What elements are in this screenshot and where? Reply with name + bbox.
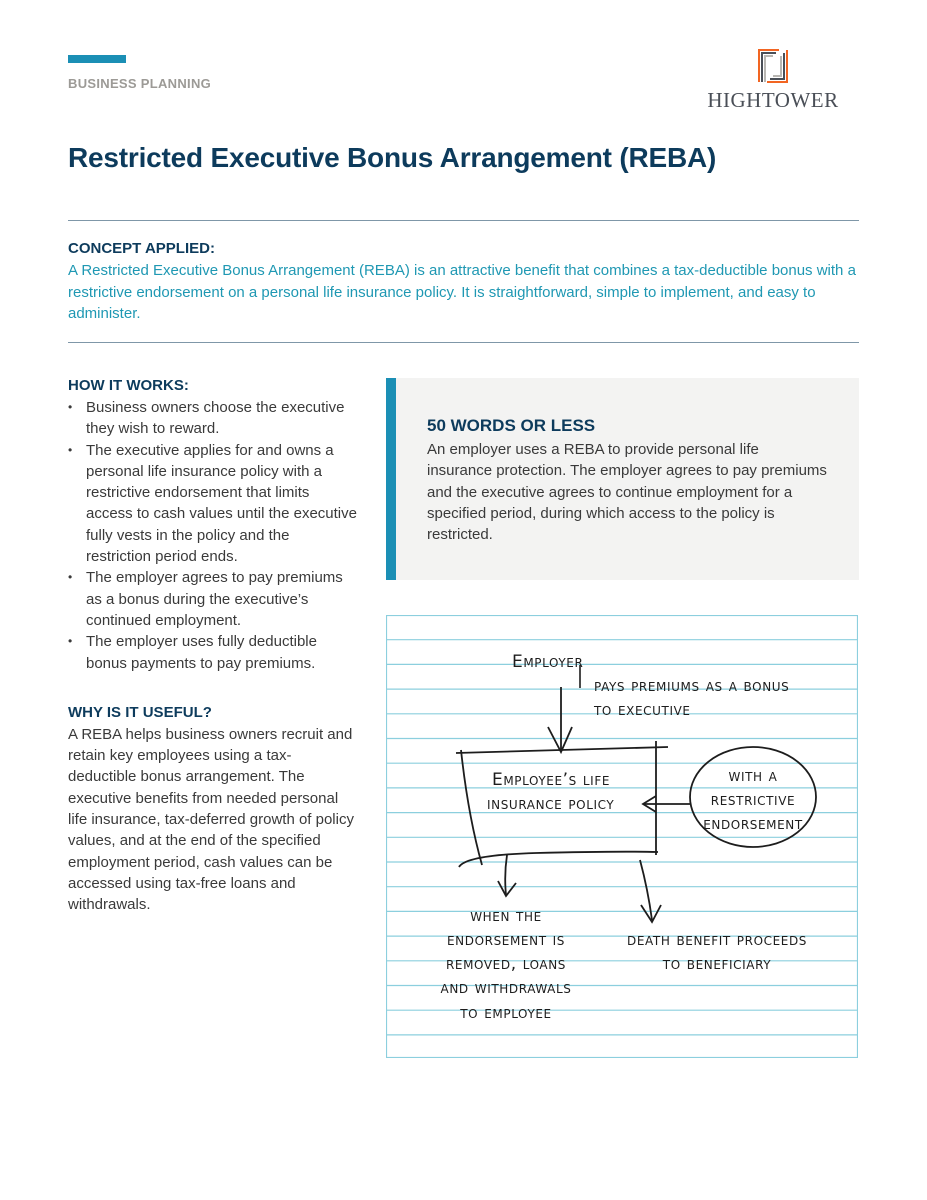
diagram-outcome-right-line: death benefit proceeds bbox=[626, 930, 808, 950]
hightower-logo bbox=[700, 48, 846, 114]
callout-heading: 50 WORDS OR LESS bbox=[427, 416, 596, 435]
divider-top bbox=[68, 220, 859, 221]
list-item: • Business owners choose the executive they wish to reward. bbox=[68, 397, 358, 440]
policy-box-bottom bbox=[459, 852, 658, 867]
diagram-policy-line1: Employee’s life bbox=[492, 770, 611, 790]
list-item: • The employer agrees to pay premiums as a bonus during the executive’s continued employment. bbox=[68, 567, 358, 631]
list-item: • The executive applies for and owns a personal life insurance policy with a restrictive endorsement that limits access to cash values until the executive fully vests in the policy and the restriction period ends. bbox=[68, 440, 358, 568]
concept-body: A Restricted Executive Bonus Arrangement (REBA) is an attractive benefit that combines a tax-deductible bonus with a restrictive endorsement on a personal life insurance policy. It is straightforward, simple to implement, and easy to administer. bbox=[68, 262, 856, 322]
diagram-outcome-right-line: to beneficiary bbox=[662, 954, 772, 974]
accent-bar bbox=[68, 55, 126, 63]
handwritten-diagram bbox=[386, 615, 858, 1058]
diagram-outcome-left-line: to employee bbox=[460, 1003, 552, 1023]
concept-heading: CONCEPT APPLIED: bbox=[68, 240, 215, 257]
left-column bbox=[68, 376, 358, 916]
arrow-head-icon bbox=[498, 881, 516, 896]
section-label: BUSINESS PLANNING bbox=[68, 76, 212, 91]
why-useful-body: A REBA helps business owners recruit and retain key employees using a tax-deductible bonus arrangement. The executive benefits from needed personal life insurance, tax-deferred growth of policy values, and at the end of the specified employment period, cash values can be accessed using tax-free loans and withdrawals. bbox=[68, 725, 354, 914]
diagram-endorsement-line1: with a bbox=[728, 766, 778, 786]
callout-body: An employer uses a REBA to provide personal life insurance protection. The employer agrees to pay premiums and the executive agrees to continue employment for a specified period, during which access to the policy is restricted. bbox=[427, 441, 827, 544]
diagram-outcome-left-line: endorsement is bbox=[447, 930, 565, 950]
diagram-endorsement-line2: restrictive bbox=[710, 790, 796, 810]
list-item: • The employer uses fully deductible bonus payments to pay premiums. bbox=[68, 631, 358, 674]
why-useful-heading: WHY IS IT USEFUL? bbox=[68, 703, 212, 721]
arrow-down-left-icon bbox=[505, 855, 507, 895]
divider-bottom bbox=[68, 342, 859, 343]
arrow-head-icon bbox=[548, 727, 572, 752]
diagram-endorsement-line3: endorsement bbox=[703, 814, 803, 834]
diagram-pays-line1: pays premiums as a bonus bbox=[594, 676, 790, 696]
logo-wordmark: HIGHTOWER bbox=[707, 88, 839, 112]
how-it-works-heading: HOW IT WORKS: bbox=[68, 377, 189, 394]
diagram-employer-label: Employer bbox=[512, 652, 584, 672]
diagram-outcome-left-line: removed, loans bbox=[445, 954, 567, 974]
hightower-logo-mark-icon bbox=[757, 48, 789, 84]
policy-box-left bbox=[461, 750, 482, 865]
diagram-outcome-left-line: and withdrawals bbox=[440, 978, 572, 998]
callout-stripe bbox=[386, 378, 396, 580]
why-useful-section bbox=[68, 703, 358, 916]
notebook-lines bbox=[386, 640, 858, 1035]
diagram-policy-line2: insurance policy bbox=[487, 794, 615, 814]
diagram-outcome-left-line: when the bbox=[470, 906, 542, 926]
fifty-words-callout bbox=[386, 378, 859, 580]
diagram-pays-line2: to executive bbox=[594, 700, 691, 720]
diagram-canvas bbox=[386, 615, 858, 1058]
page-title: Restricted Executive Bonus Arrangement (REBA) bbox=[68, 142, 717, 173]
how-it-works-list bbox=[68, 397, 358, 674]
